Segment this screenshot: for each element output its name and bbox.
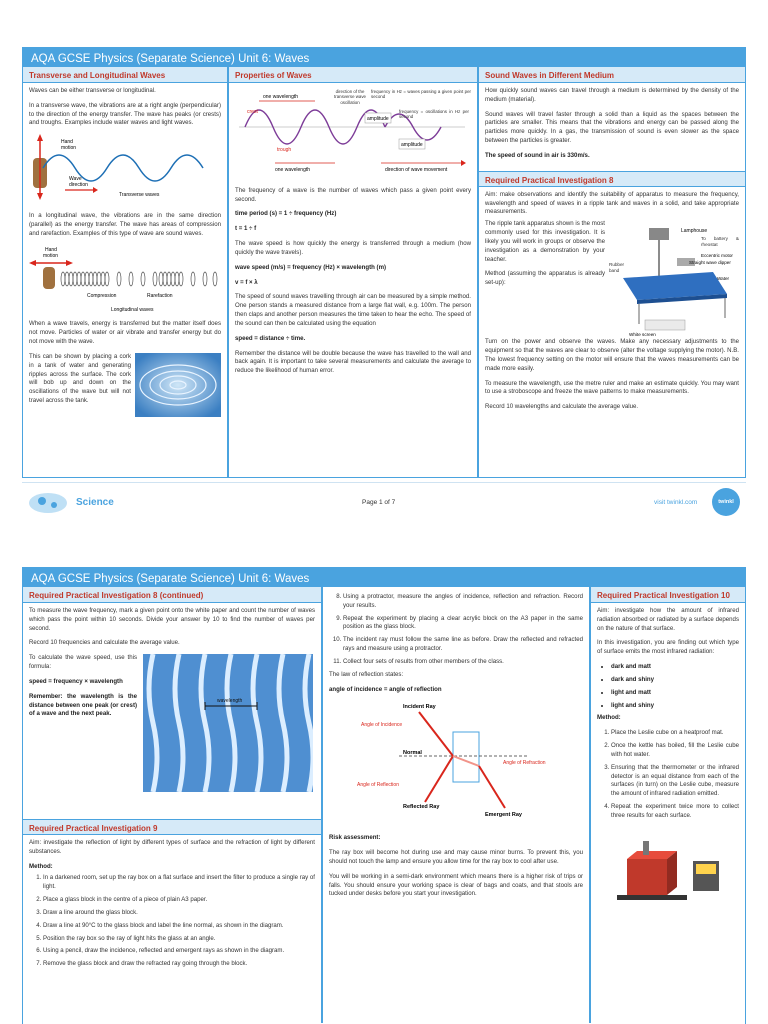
list-item: 1. In a darkened room, set up the ray box on a flat surface and insert the filter to produce a single ray of light.	[43, 874, 315, 892]
paragraph: Record 10 frequencies and calculate the average value.	[29, 639, 180, 647]
label-wave: Wave	[69, 176, 82, 183]
section-heading: Required Practical Investigation 10	[591, 587, 745, 603]
paragraph: Record 10 wavelengths and calculate the average value.	[485, 403, 639, 411]
label-crest: crest	[247, 109, 258, 115]
column-practical-9-continued	[323, 587, 589, 1023]
label-motor: Eccentric motor	[701, 253, 733, 259]
formula: t = 1 ÷ f	[235, 225, 257, 233]
label-rarefaction: Rarefaction	[147, 292, 173, 299]
risk-heading: Risk assessment:	[329, 834, 381, 842]
page-number: Page 1 of 7	[362, 499, 396, 506]
label-one-wavelength: one wavelength	[263, 94, 299, 100]
label-screen: White screen	[629, 332, 656, 338]
label-angle-incidence: Angle of Incidence	[361, 722, 403, 729]
list-item: • light and matt	[611, 689, 739, 698]
list-item: 9. Repeat the experiment by placing a clear acrylic block on the A3 paper in the same position as the glass block.	[343, 615, 583, 633]
method-steps	[611, 729, 739, 820]
paragraph: The frequency of a wave is the number of waves which pass a given point every second.	[235, 186, 471, 203]
label-direction: direction	[69, 182, 88, 189]
longitudinal-wave-figure	[29, 245, 221, 317]
label-reflected-ray: Reflected Ray	[403, 804, 440, 811]
paragraph: Sound waves will travel faster through a solid than a liquid as the spaces between the particles are smaller. This means that the vibrations and energy can be passed along the particles more quickly. In a gas, the transmission of sound is even slower as the space between the particles is greater.	[485, 110, 739, 145]
column-practical-10	[591, 587, 745, 1023]
paragraph: Remember the distance will be double because the wave has travelled to the wall and back again. It is important to take several measurements and calculate the average to reduce the likelihood of human error.	[235, 349, 471, 375]
paragraph: Aim: investigate the reflection of light by different types of surface and the refraction of light by different substances.	[29, 839, 315, 855]
formula: time period (s) = 1 ÷ frequency (Hz)	[235, 210, 337, 218]
list-item: 4. Repeat the experiment twice more to collect three results for each surface.	[611, 803, 739, 821]
label-battery: To battery & rheostat	[701, 236, 739, 247]
list-item: 4. Draw a line at 90°C to the glass block and label the line normal, as shown in the diagram.	[43, 922, 315, 931]
formula: speed = distance ÷ time.	[235, 334, 306, 342]
list-item: 6. Using a pencil, draw the incidence, reflected and emergent rays as shown in the diagram.	[43, 947, 315, 956]
list-item: 3. Draw a line around the glass block.	[43, 909, 315, 918]
label-frequency-oscillations: frequency = oscillations in Hz per second	[399, 109, 469, 120]
method-steps	[343, 593, 583, 667]
paragraph: Turn on the power and observe the waves. Make any necessary adjustments to the equipment so that the waves are clear to observe (alter the voltage supplying the motor). N.B. The lowest frequency setting on the motor will ensure that the waves measurements can be made more easily.	[485, 338, 739, 372]
list-item: 7. Remove the glass block and draw the refracted ray going through the block.	[43, 960, 315, 969]
remember-note: Remember: the wavelength is the distance between one peak (or crest) of a wave and the next peak.	[29, 692, 137, 718]
twinkl-link[interactable]: visit twinkl.com	[654, 499, 698, 506]
label-trough: trough	[277, 147, 292, 153]
paragraph: When a wave travels, energy is transferred but the matter itself does not move. Particles of water or air vibrate and transfer energy but do not move with the wave.	[29, 320, 221, 346]
column-properties-of-waves	[229, 67, 477, 477]
list-item: 2. Place a glass block in the centre of a piece of plain A3 paper.	[43, 896, 315, 905]
paragraph: You will be working in a semi-dark environment which means there is a higher risk of trips or falls. You should ensure your working space is clear of bags and coats, and that stools are tucked under desks before you start your investigation.	[329, 872, 583, 898]
figure-caption: Longitudinal waves	[111, 306, 154, 313]
section-heading: Transverse and Longitudinal Waves	[23, 67, 227, 83]
paragraph: In a longitudinal wave, the vibrations are in the same direction (parallel) as the energy transfer. The wave has areas of compression and rarefaction. Examples of this type of wave are sound waves.	[29, 212, 221, 237]
list-item: • dark and matt	[611, 663, 739, 672]
label-amplitude: amplitude	[401, 142, 423, 148]
surface-list	[611, 663, 739, 710]
label-compression: Compression	[87, 292, 117, 299]
paragraph: In this investigation, you are finding out which type of surface emits the most infrared radiation:	[597, 639, 739, 656]
figure-caption: Transverse waves	[119, 192, 160, 199]
section-heading: Sound Waves in Different Medium	[479, 67, 745, 83]
brand-label: Science	[76, 497, 114, 508]
label-motion: motion	[43, 252, 59, 259]
section-heading: Required Practical Investigation 8 (continued)	[23, 587, 321, 603]
list-item: 8. Using a protractor, measure the angles of incidence, reflection and refraction. Record your results.	[343, 593, 583, 611]
method-label: Method:	[29, 862, 53, 870]
wave-properties-diagram	[235, 87, 471, 177]
paragraph: Waves can be either transverse or longitudinal.	[29, 87, 156, 94]
reflection-refraction-diagram	[329, 700, 583, 820]
paragraph: The ray box will become hot during use and may cause minor burns. To prevent this, you should not touch the lamp and ensure you allow time for the ray box to cool after use.	[329, 849, 583, 865]
label-angle-refraction: Angle of Refraction	[503, 760, 546, 767]
label-normal: Normal	[403, 750, 422, 757]
paragraph: Aim: investigate how the amount of infrared radiation absorbed or radiated by a surface depends on the nature of that surface.	[597, 607, 739, 632]
ripple-image	[135, 353, 221, 417]
paragraph: To calculate the wave speed, use this formula:	[29, 654, 137, 671]
science-logo-icon	[26, 490, 70, 516]
paragraph: This can be shown by placing a cork in a tank of water and generating ripples across the surface. The cork will bob up and down on the oscillations of the wave but will not travel across the tank.	[29, 352, 131, 405]
leslie-cube-image	[597, 833, 737, 903]
label-hand: Hand	[61, 139, 73, 146]
list-item: 3. Ensuring that the thermometer or the infrared detector is an equal distance from each of the surfaces (in turn) on the Leslie cube, measure the amount of infrared radiation emitted.	[611, 764, 739, 799]
list-item: 2. Once the kettle has boiled, fill the Leslie cube with hot water.	[611, 742, 739, 760]
slinky-spring	[61, 272, 217, 286]
label-rubber-band: Rubber band	[609, 262, 625, 273]
transverse-wave-figure	[29, 134, 221, 202]
label-motion: motion	[61, 145, 77, 152]
formula: v = f × λ	[235, 278, 258, 286]
label-wave-movement: direction of wave movement	[385, 167, 448, 173]
list-item: • dark and shiny	[611, 676, 739, 685]
label-water: Water	[717, 276, 730, 282]
fact: The speed of sound in air is 330m/s.	[485, 151, 590, 159]
paragraph: In a transverse wave, the vibrations are at a right angle (perpendicular) to the direction of the energy transfer. The wave has peaks (or crests) and troughs. Examples include water waves and light waves.	[29, 101, 221, 127]
list-item: 1. Place the Leslie cube on a heatproof mat.	[611, 729, 739, 738]
list-item: 11. Collect four sets of results from other members of the class.	[343, 658, 583, 667]
page-2	[22, 567, 746, 1024]
list-item: 5. Position the ray box so the ray of light hits the glass at an angle.	[43, 935, 315, 944]
label-emergent-ray: Emergent Ray	[485, 812, 522, 819]
label-amplitude: amplitude	[367, 116, 389, 122]
page-title: AQA GCSE Physics (Separate Science) Unit 6: Waves	[23, 48, 745, 67]
method-label: Method:	[597, 714, 621, 722]
label-dipper: Straight wave dipper	[689, 260, 731, 266]
paragraph: To measure the wavelength, use the metre ruler and make an estimate quickly. You may want to use a stroboscope and freeze the wave patterns to make measurements.	[485, 379, 739, 396]
ripple-tank-diagram	[609, 220, 739, 338]
list-item: • light and shiny	[611, 702, 739, 711]
section-heading: Properties of Waves	[229, 67, 477, 83]
method-steps	[43, 874, 315, 969]
label-incident-ray: Incident Ray	[403, 704, 436, 711]
label-lamphouse: Lamphouse	[681, 228, 708, 235]
paragraph: The speed of sound waves travelling through air can be measured by a simple method. One person stands a measured distance from a large flat wall, e.g. 100m. The person then claps and another person measures the time taken to hear the echo. The speed of the sound can then be calculated using the equation	[235, 293, 471, 327]
label-one-wavelength: one wavelength	[275, 167, 311, 173]
column-transverse-longitudinal	[23, 67, 227, 477]
section-heading: Required Practical Investigation 9	[23, 819, 321, 835]
column-practical-8-continued	[23, 587, 321, 1023]
law-of-reflection: angle of incidence = angle of reflection	[329, 685, 442, 693]
section-heading: Required Practical Investigation 8	[479, 171, 745, 187]
label-hand: Hand	[45, 246, 57, 253]
paragraph: Aim: make observations and identify the suitability of apparatus to measure the frequency, wavelength and speed of waves in a ripple tank and waves in a solid, and take appropriate measurements.	[485, 190, 739, 216]
list-item: 10. The incident ray must follow the same line as before. Draw the reflected and refracted rays and measure using a protractor.	[343, 636, 583, 654]
formula: speed = frequency × wavelength	[29, 677, 123, 685]
paragraph: The wave speed is how quickly the energy is transferred through a medium (how quickly the wave travels).	[235, 240, 471, 256]
hand-image	[43, 267, 55, 289]
paragraph: To measure the wave frequency, mark a given point onto the white paper and count the number of waves which pass the point within 10 seconds. Divide your answer by 10 to find the number of waves per second.	[29, 607, 315, 632]
page-footer	[22, 482, 746, 522]
label-wavelength: wavelength	[217, 698, 243, 705]
paragraph: How quickly sound waves can travel through a medium is determined by the density of the medium (material).	[485, 87, 739, 103]
label-angle-reflection: Angle of Reflection	[357, 782, 399, 789]
ripple-waves-image	[143, 654, 313, 792]
paragraph: The law of reflection states:	[329, 670, 404, 678]
label-frequency-definition: frequency in Hz = waves passing a given point per second	[371, 89, 471, 100]
formula: wave speed (m/s) = frequency (Hz) × wavelength (m)	[235, 263, 387, 271]
paragraph: The ripple tank apparatus shown is the most commonly used for this investigation. It is likely you will work in groups or observe the investigation as a demonstration by your teacher.	[485, 220, 605, 263]
paragraph: Method (assuming the apparatus is already set-up):	[485, 270, 605, 287]
page-1	[22, 47, 746, 478]
label-oscillation-direction: direction of the transverse wave oscillation	[334, 89, 366, 105]
column-sound-waves	[479, 67, 745, 477]
twinkl-badge-icon: twinkl	[712, 488, 740, 516]
page-title: AQA GCSE Physics (Separate Science) Unit 6: Waves	[23, 568, 745, 587]
